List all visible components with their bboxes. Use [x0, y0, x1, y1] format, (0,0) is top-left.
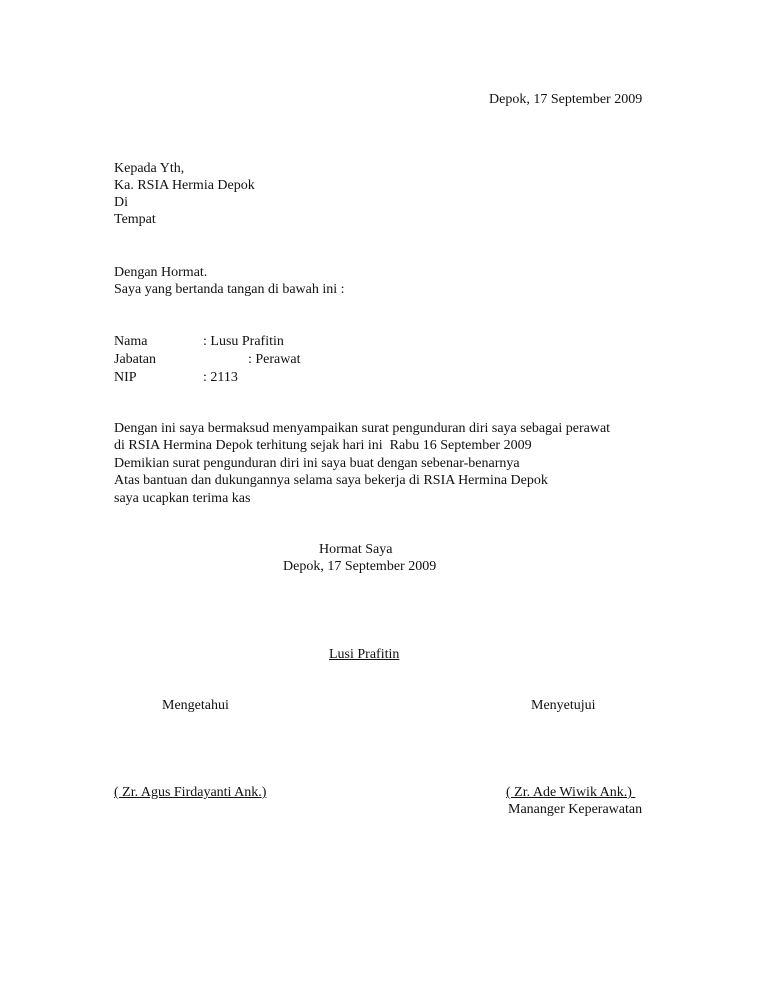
body-line-3: Demikian surat pengunduran diri ini saya buat dengan sebenar-benarnya: [114, 456, 520, 471]
recipient-greeting: Kepada Yth,: [114, 161, 185, 176]
name-label: Nama: [114, 334, 148, 349]
approval-right-title: Mananger Keperawatan: [508, 802, 643, 817]
closing-place-date: Depok, 17 September 2009: [283, 559, 437, 574]
body-line-4: Atas bantuan dan dukungannya selama saya bekerja di RSIA Hermina Depok: [114, 473, 548, 488]
body-line-2: di RSIA Hermina Depok terhitung sejak hari ini Rabu 16 September 2009: [114, 438, 532, 453]
recipient-place: Tempat: [114, 212, 156, 227]
signer-name: Lusi Prafitin: [329, 647, 400, 662]
header-place-date: Depok, 17 September 2009: [489, 92, 643, 107]
body-line-1: Dengan ini saya bermaksud menyampaikan surat pengunduran diri saya sebagai perawat: [114, 421, 611, 436]
approval-right-label: Menyetujui: [531, 698, 596, 713]
recipient-at: Di: [114, 195, 128, 210]
body-line-5: saya ucapkan terima kas: [114, 491, 251, 506]
intro-line: Saya yang bertanda tangan di bawah ini :: [114, 282, 345, 297]
closing-regards: Hormat Saya: [319, 542, 393, 557]
salutation: Dengan Hormat.: [114, 265, 208, 280]
name-value: : Lusu Prafitin: [203, 334, 284, 349]
approval-right-name: ( Zr. Ade Wiwik Ank.): [506, 785, 636, 800]
recipient-name: Ka. RSIA Hermia Depok: [114, 178, 255, 193]
position-label: Jabatan: [114, 352, 156, 367]
approval-left-label: Mengetahui: [162, 698, 229, 713]
position-value: : Perawat: [248, 352, 301, 367]
nip-value: : 2113: [203, 370, 238, 385]
nip-label: NIP: [114, 370, 137, 385]
approval-left-name: ( Zr. Agus Firdayanti Ank.): [114, 785, 267, 800]
